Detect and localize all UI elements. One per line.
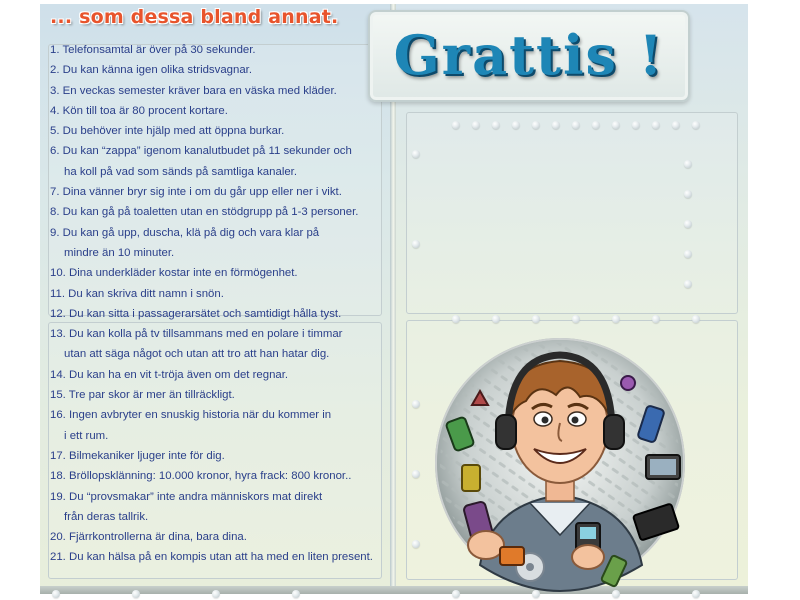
rivet-icon <box>572 315 580 323</box>
rivet-icon <box>292 590 300 598</box>
list-item: 21. Du kan hälsa på en kompis utan att ha med en liten present. <box>50 551 373 564</box>
list-item: 18. Bröllopsklänning: 10.000 kronor, hyra frack: 800 kronor.. <box>50 470 352 483</box>
list-item-continuation: ha koll på vad som sänds på samtliga kanaler. <box>64 165 298 178</box>
list-item-continuation: i ett rum. <box>64 429 109 442</box>
rivet-icon <box>632 121 640 129</box>
rivet-icon <box>684 250 692 258</box>
reasons-list <box>50 40 395 568</box>
list-item: 20. Fjärrkontrollerna är dina, bara dina. <box>50 531 247 544</box>
rivet-icon <box>592 121 600 129</box>
rivet-icon <box>684 160 692 168</box>
rivet-icon <box>532 121 540 129</box>
rivet-icon <box>652 121 660 129</box>
rivet-icon <box>612 121 620 129</box>
rivet-icon <box>532 315 540 323</box>
list-item: 4. Kön till toa är 80 procent kortare. <box>50 104 228 117</box>
cartoon-man-illustration <box>410 335 710 595</box>
rivet-icon <box>652 315 660 323</box>
list-item: 3. En veckas semester kräver bara en väska med kläder. <box>50 84 337 97</box>
rivet-icon <box>452 121 460 129</box>
list-item: 19. Du “provsmakar” inte andra människors mat direkt <box>50 490 323 503</box>
rivet-icon <box>572 121 580 129</box>
list-item: 6. Du kan “zappa” igenom kanalutbudet på 11 sekunder och <box>50 145 352 158</box>
rivet-icon <box>552 121 560 129</box>
rivet-icon <box>512 121 520 129</box>
rivet-icon <box>684 220 692 228</box>
list-item: 10. Dina underkläder kostar inte en förmögenhet. <box>50 267 298 280</box>
rivet-icon <box>132 590 140 598</box>
list-item-continuation: från deras tallrik. <box>64 510 149 523</box>
list-item: 13. Du kan kolla på tv tillsammans med en polare i timmar <box>50 328 343 341</box>
rivet-icon <box>672 121 680 129</box>
list-item: 12. Du kan sitta i passagerarsätet och samtidigt hålla tyst. <box>50 307 342 320</box>
rivet-icon <box>492 121 500 129</box>
list-item-continuation: utan att säga något och utan att tro att han hatar dig. <box>64 348 330 361</box>
list-item: 2. Du kan känna igen olika stridsvagnar. <box>50 64 252 77</box>
grattis-plaque <box>368 10 690 102</box>
list-item: 8. Du kan gå på toaletten utan en stödgrupp på 1-3 personer. <box>50 206 359 219</box>
rivet-icon <box>472 121 480 129</box>
rivet-icon <box>52 590 60 598</box>
rivet-icon <box>212 590 220 598</box>
list-item: 11. Du kan skriva ditt namn i snön. <box>50 287 224 300</box>
rivet-icon <box>412 240 420 248</box>
page-title: ... som dessa bland annat. <box>50 6 339 28</box>
rivet-icon <box>684 190 692 198</box>
list-item: 9. Du kan gå upp, duscha, klä på dig och vara klar på <box>50 226 320 239</box>
rivet-icon <box>412 150 420 158</box>
rivet-icon <box>684 280 692 288</box>
rivet-icon <box>692 121 700 129</box>
rivet-icon <box>492 315 500 323</box>
list-item: 17. Bilmekaniker ljuger inte för dig. <box>50 449 225 462</box>
list-item: 7. Dina vänner bryr sig inte i om du går upp eller ner i vikt. <box>50 186 342 199</box>
grattis-title: Grattis ! <box>393 23 665 87</box>
list-item: 5. Du behöver inte hjälp med att öppna burkar. <box>50 125 285 138</box>
list-item: 1. Telefonsamtal är över på 30 sekunder. <box>50 44 256 56</box>
list-item: 14. Du kan ha en vit t-tröja även om det regnar. <box>50 368 289 381</box>
rivet-icon <box>452 315 460 323</box>
list-item: 15. Tre par skor är mer än tillräckligt. <box>50 389 235 402</box>
list-item: 16. Ingen avbryter en snuskig historia när du kommer in <box>50 409 332 422</box>
list-item-continuation: mindre än 10 minuter. <box>64 246 175 259</box>
rivet-icon <box>612 315 620 323</box>
rivet-icon <box>692 315 700 323</box>
